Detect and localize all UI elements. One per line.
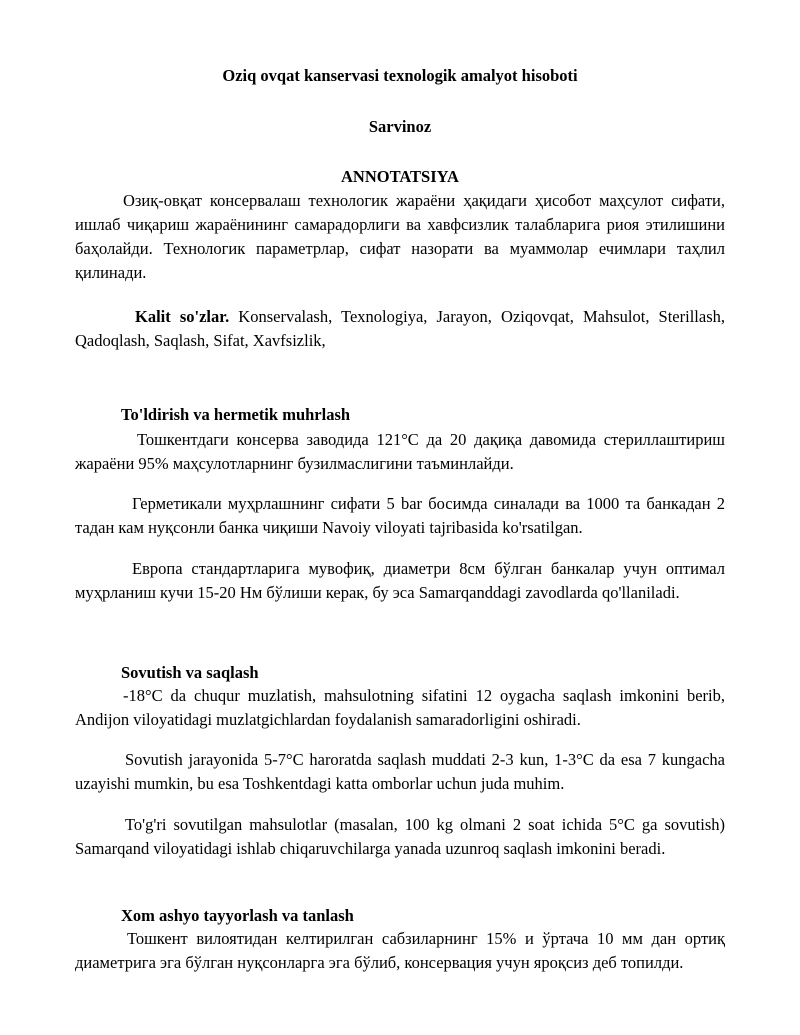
section-heading: Sovutish va saqlash: [121, 663, 259, 682]
section-paragraph: Sovutish jarayonida 5-7°C haroratda saqlash muddati 2-3 kun, 1-3°C da esa 7 kungacha uzayishi mumkin, bu esa Toshkentdagi katta omborlar uchun juda muhim.: [75, 750, 725, 793]
document-title: Oziq ovqat kanservasi texnologik amalyot hisoboti: [222, 66, 578, 85]
section-paragraph: To'g'ri sovutilgan mahsulotlar (masalan, 100 kg olmani 2 soat ichida 5°C ga sovutish) Samarqand viloyatidagi ishlab chiqaruvchilarga yanada uzunroq saqlash imkonini beradi.: [75, 815, 725, 858]
author-name: Sarvinoz: [368, 117, 432, 136]
keywords-text: Konservalash, Texnologiya, Jarayon, Oziqovqat, Mahsulot, Sterillash, Qadoqlash, Saqlash, Sifat, Xavfsizlik,: [75, 307, 725, 350]
section-paragraph: Герметикали муҳрлашнинг сифати 5 bar босимда синалади ва 1000 та банкадан 2 тадан кам нуқсонли банка чиқиши Navoiy viloyati tajribasida ko'rsatilgan.: [75, 494, 725, 537]
section-paragraph: Тошкентдаги консерва заводида 121°C да 20 дақиқа давомида стериллаштириш жараёни 95% маҳсулотларнинг бузилмаслигини таъминлайди.: [75, 430, 725, 473]
annotation-heading: ANNOTATSIYA: [341, 167, 459, 186]
keywords-label: Kalit so'zlar.: [135, 307, 230, 326]
section-heading: Xom ashyo tayyorlash va tanlash: [121, 906, 354, 925]
section-paragraph: -18°C da chuqur muzlatish, mahsulotning sifatini 12 oygacha saqlash imkonini berib, Andijon viloyatidagi muzlatgichlardan foydalanish samaradorligini oshiradi.: [75, 686, 725, 729]
annotation-paragraph: Озиқ-овқат консервалаш технологик жараёни ҳақидаги ҳисобот маҳсулот сифати, ишлаб чиқариш жараёнининг самарадорлиги ва хавфсизлик талабларига риоя этилишини баҳолайди. Технологик параметрлар, сифат назорати ва муаммолар ечимлари таҳлил қилинади.: [75, 191, 725, 282]
section-paragraph: Европа стандартларига мувофиқ, диаметри 8см бўлган банкалар учун оптимал муҳрланиш кучи 15-20 Нм бўлиши керак, бу эса Samarqanddagi zavodlarda qo'llaniladi.: [75, 559, 725, 602]
section-paragraph: Тошкент вилоятидан келтирилган сабзиларнинг 15% и ўртача 10 мм дан ортиқ диаметрига эга бўлган нуқсонларга эга бўлиб, консервация учун яроқсиз деб топилди.: [75, 929, 725, 972]
section-heading: To'ldirish va hermetik muhrlash: [121, 405, 351, 424]
keywords-paragraph: [75, 305, 725, 353]
